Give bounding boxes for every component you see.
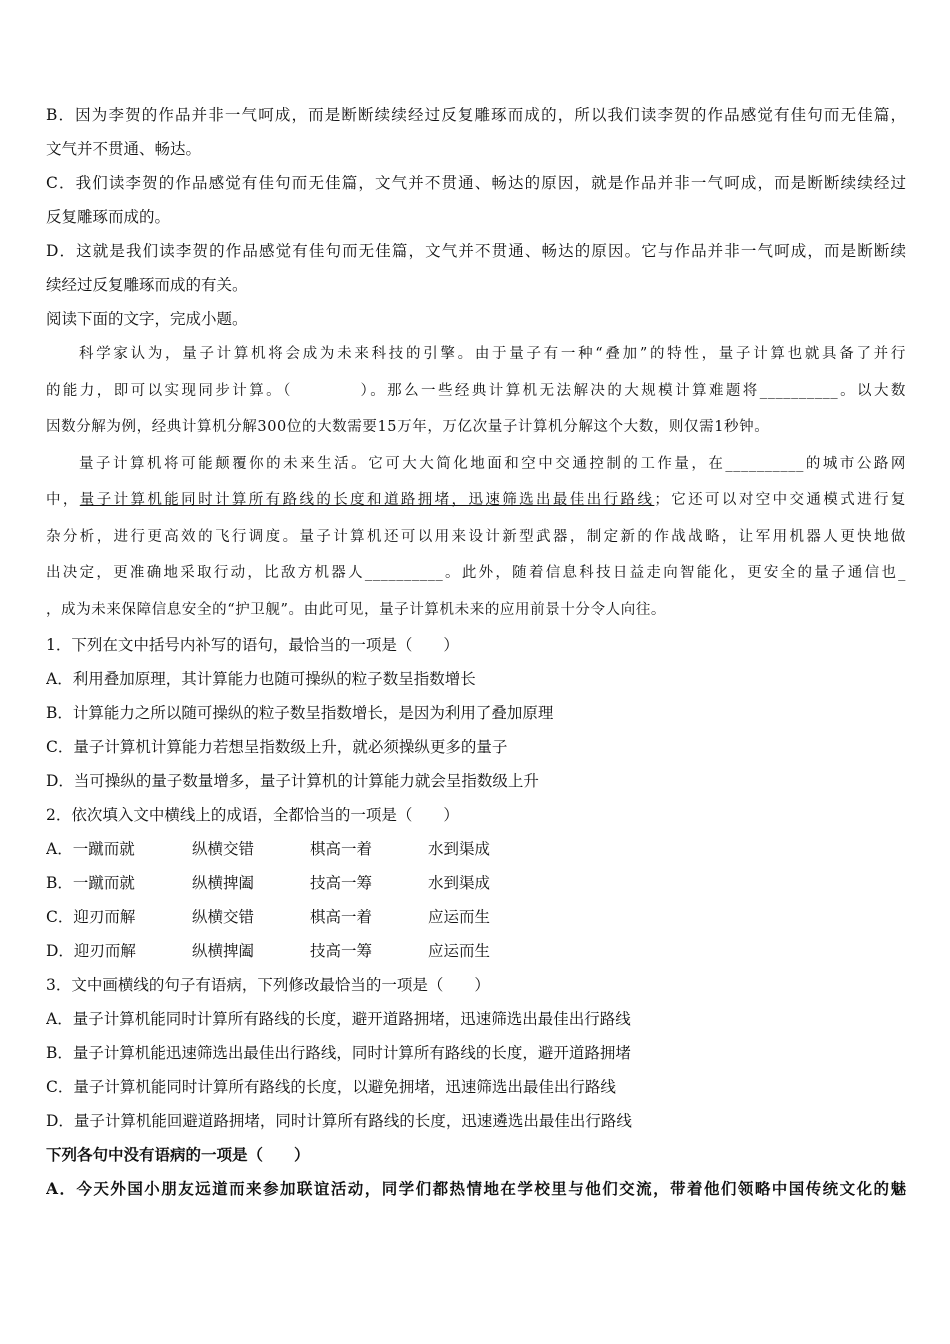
passage-p2-line2-pre: 中， [46,492,80,508]
passage-p2-line4: 出决定，更准确地采取行动，比敌方机器人__________。此外，随着信息科技日益走向智能化，更安全的量子通信也_ [46,565,906,581]
q3-option-d: D．量子计算机能回避道路拥堵，同时计算所有路线的长度，迅速遴选出最佳出行路线 [46,1112,632,1130]
q2-b-word1: B．一蹴而就 [46,874,135,892]
q3-option-b: B．量子计算机能迅速筛选出最佳出行路线，同时计算所有路线的长度，避开道路拥堵 [46,1044,631,1062]
prev-option-d-line2: 续经过反复雕琢而成的有关。 [46,276,248,294]
prev-option-c-line2: 反复雕琢而成的。 [46,208,171,226]
q2-c-word1: C．迎刃而解 [46,908,136,926]
q2-c-word3: 棋高一着 [310,908,373,926]
q2-option-d [46,934,906,968]
passage-p2-line3: 杂分析，进行更高效的飞行调度。量子计算机还可以用来设计新型武器，制定新的作战战略，让军用机器人更快地做 [46,528,906,545]
q3-stem: 3．文中画横线的句子有语病，下列修改最恰当的一项是（ ） [46,976,490,994]
q3-option-a: A．量子计算机能同时计算所有路线的长度，避开道路拥堵，迅速筛选出最佳出行路线 [46,1010,631,1028]
q2-b-word4: 水到渠成 [428,874,491,892]
q2-b-word2: 纵横捭阖 [192,874,255,892]
prev-option-d-line1: D．这就是我们读李贺的作品感觉有佳句而无佳篇，文气并不贯通、畅达的原因。它与作品并非一气呵成，而是断断续 [46,242,906,260]
q2-option-b [46,866,906,900]
document-page [46,98,906,1206]
passage-p1-line2: 的能力，即可以实现同步计算。（ ）。那么一些经典计算机无法解决的大规模计算难题将__________。以大数 [46,382,906,399]
prev-option-b-line1: B．因为李贺的作品并非一气呵成，而是断断续续经过反复雕琢而成的，所以我们读李贺的作品感觉有佳句而无佳篇， [46,106,906,124]
next-question-option-a: A．今天外国小朋友远道而来参加联谊活动，同学们都热情地在学校里与他们交流，带着他们领略中国传统文化的魅 [46,1179,906,1198]
underlined-sentence: 量子计算机能同时计算所有路线的长度和道路拥堵，迅速筛选出最佳出行路线 [79,492,655,508]
q2-b-word3: 技高一筹 [310,874,373,892]
q2-c-word4: 应运而生 [428,908,491,926]
q2-a-word1: A．一蹴而就 [46,840,135,858]
next-question-stem: 下列各句中没有语病的一项是（ ） [46,1145,310,1164]
q1-option-b: B．计算能力之所以随可操纵的粒子数呈指数增长，是因为利用了叠加原理 [46,704,554,722]
q2-option-c [46,900,906,934]
q2-d-word3: 技高一筹 [310,942,373,960]
prev-option-c-line1: C．我们读李贺的作品感觉有佳句而无佳篇，文气并不贯通、畅达的原因，就是作品并非一气呵成，而是断断续续经过 [46,174,906,192]
q2-stem: 2．依次填入文中横线上的成语，全都恰当的一项是（ ） [46,806,459,824]
q1-option-a: A．利用叠加原理，其计算能力也随可操纵的粒子数呈指数增长 [46,670,476,688]
passage-p1-line3: 因数分解为例，经典计算机分解300位的大数需要15万年，万亿次量子计算机分解这个大数，则仅需1秒钟。 [46,419,770,435]
q2-option-a [46,832,906,866]
reading-passage [46,336,906,628]
passage-p2-line5: ，成为未来保障信息安全的“护卫舰”。由此可见，量子计算机未来的应用前景十分令人向往。 [46,601,667,618]
passage-p2-line2-post: ；它还可以对空中交通模式进行复 [654,492,906,508]
q2-d-word2: 纵横捭阖 [192,942,255,960]
reading-instruction: 阅读下面的文字，完成小题。 [46,310,248,328]
q1-option-c: C．量子计算机计算能力若想呈指数级上升，就必须操纵更多的量子 [46,738,508,756]
passage-p1-line1: 科学家认为，量子计算机将会成为未来科技的引擎。由于量子有一种“叠加”的特性，量子计算也就具备了并行 [79,346,906,362]
q3-option-c: C．量子计算机能同时计算所有路线的长度，以避免拥堵，迅速筛选出最佳出行路线 [46,1078,616,1096]
q1-stem: 1．下列在文中括号内补写的语句，最恰当的一项是（ ） [46,636,459,654]
q2-d-word4: 应运而生 [428,942,491,960]
q1-option-d: D．当可操纵的量子数量增多，量子计算机的计算能力就会呈指数级上升 [46,772,539,790]
passage-p2-line1: 量子计算机将可能颠覆你的未来生活。它可大大简化地面和空中交通控制的工作量，在__________的城市公路网 [79,455,906,472]
q2-d-word1: D．迎刃而解 [46,942,136,960]
prev-option-b-line2: 文气并不贯通、畅达。 [46,140,202,158]
passage-p2-line2 [46,482,906,519]
q2-a-word3: 棋高一着 [310,840,373,858]
q2-a-word4: 水到渠成 [428,840,491,858]
q2-a-word2: 纵横交错 [192,840,255,858]
q2-c-word2: 纵横交错 [192,908,255,926]
